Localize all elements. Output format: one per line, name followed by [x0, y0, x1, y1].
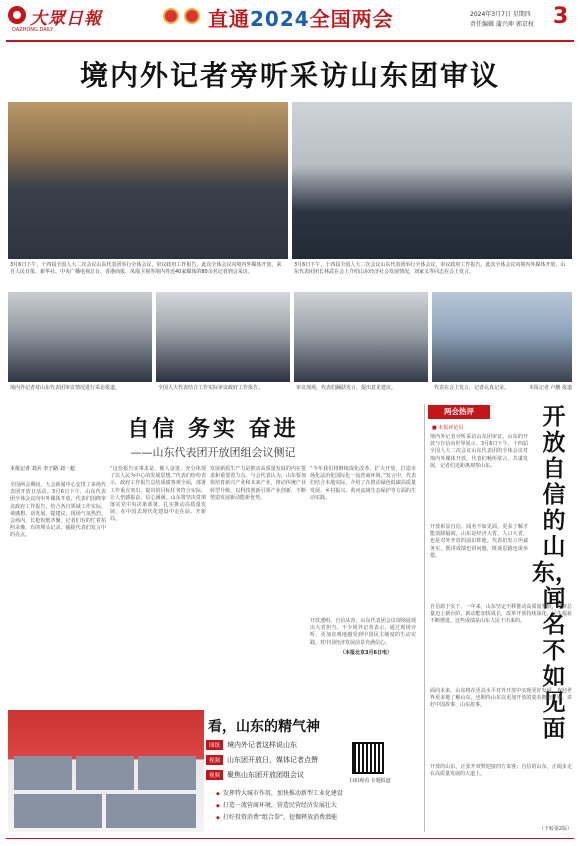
article-body-col-1: 全国两会期间，大会新闻中心安排了多场代表团开放日活动。3月6日下午，山东代表团全体会议向中外媒体开放，代表们围绕审议政府工作报告，结合各自领域工作实际，谈感想、话发展、提建议，现场气氛热烈。会场内，长枪短炮齐聚，记者们有的忙着拍照录像，有的埋头记录，捕捉代表们发言中的亮点。	[10, 482, 106, 539]
commentary-end-note: （下转第2版）	[538, 826, 572, 832]
commentary-author: ■ 本报评论员	[432, 425, 464, 431]
masthead-divider	[6, 40, 574, 42]
promo-thumbnail-5[interactable]	[106, 794, 196, 828]
promo-thumbnail-2[interactable]	[76, 756, 134, 790]
photo-plenary-hall	[8, 102, 288, 259]
photo-caption-1: 3月6日下午，十四届全国人大二次会议山东代表团举行全体会议，审议政府工作报告。此次全体会议向境内外媒体开放，来自人民日报、新华社、中央广播电视总台、香港商报、凤凰卫视等境内外近40家媒体的80余名记者到会采访。	[10, 262, 282, 275]
commentary-body-3: 自信源于实干。一年来，山东坚定不移推动高质量发展，经济总量迈上新台阶，新动能加快成长，改革开放持续深化，民生福祉不断增进。这些成绩是山东人民干出来的。	[430, 604, 572, 625]
promo-thumbnail-4[interactable]	[14, 794, 102, 828]
promo-subtopic-1[interactable]: ◆ 发挥特大城市作用，加快推动新型工业化建设	[216, 788, 343, 797]
photo-delegate-speaking	[156, 292, 290, 382]
photo-delegates-table	[292, 102, 572, 259]
commentary-body-1: 境内外记者旁听采访山东团审议，山东的开放与自信向世界展示。3月6日下午，十四届全国人大二次会议山东代表团的全体会议对境内外媒体开放，代表们畅所欲言、共谋发展，记者们近距离观察山东。	[430, 434, 528, 469]
photo-reporters	[8, 292, 152, 382]
promo-subtopic-2[interactable]: ◆ 打造一流营商环境，营造民营经济发展壮大	[216, 800, 337, 809]
photo-caption-4: 全国人大代表结合工作实际审议政府工作报告。	[158, 385, 264, 391]
paper-name: 大眾日報	[30, 9, 102, 29]
cppcc-emblem-icon	[184, 8, 200, 24]
article-subtitle: ——山东代表团开放团组会议侧记	[130, 446, 296, 459]
newspaper-logo-icon	[8, 6, 26, 24]
promo-subtopic-3[interactable]: ◆ 打好投资消费“组合拳”，挖掘释放消费潜能	[216, 812, 337, 821]
masthead	[0, 0, 580, 42]
promo-item-label: 聚焦山东团开放团组会议	[227, 771, 305, 779]
column-divider	[424, 404, 425, 832]
footer-divider	[6, 838, 574, 839]
photo-delegates-discussion	[294, 292, 428, 382]
issue-date: 2024年3月7日 星期四	[470, 11, 531, 18]
commentary-title: 开放自信的山东，闻名不如见面	[532, 404, 578, 742]
photo-caption-2: 3月6日下午，十四届全国人大二次会议山东代表团举行全体会议，审议政府工作报告。此次全体会议向境内外媒体开放，山东代表团团长林武在会上介绍山东经济社会发展情况，刘家义等同志在会上发言。	[294, 262, 566, 275]
promo-item-label: 境内外记者这样说山东	[227, 741, 298, 749]
page-number: 3	[553, 4, 569, 29]
promo-tag: 图纸	[206, 740, 223, 750]
article-body-col-2: “这份报告实事求是、催人奋进，充分体现了以人民为中心的发展思想。”代表们纷纷表示，政府工作报告总结成绩客观全面，部署工作重点突出，提出的目标任务符合实际，让人倍感振奋、信心满满。山东将坚决贯彻落实党中央决策部署，扎实推动高质量发展，在中国式现代化建设中走在前、开新局。	[110, 466, 206, 523]
promo-title: 看，山东的精气神	[208, 719, 320, 735]
qr-code-icon[interactable]	[352, 742, 384, 774]
section-banner: 直通2024全国两会	[208, 7, 394, 31]
article-title: 自信 务实 奋进	[127, 417, 299, 442]
commentary-body-5: 开放的山东，正张开双臂迎接四方来客；自信的山东，正阔步走在高质量发展的大道上。	[430, 764, 572, 778]
article-body-col-4: “今年我们将继续深化改革、扩大开放，打造市场化法治化国际化一流营商环境。”发言中，代表们结合本地实际，介绍了在推动绿色低碳高质量发展、乡村振兴、黄河流域生态保护等方面的生动实践。	[310, 466, 416, 501]
commentary-body-2: 开放彰显自信。闻名不如见面，更多了解才能消除隔阂。山东是经济大省、人口大省，也是对外开放的前沿阵地。代表们发言坦诚务实，既讲成绩也讲问题，既谈思路也谈举措。	[430, 524, 528, 559]
paper-english-name: DAZHONG DAILY	[12, 27, 54, 33]
promo-item-label: 山东团开放日，媒体记者点赞	[227, 756, 319, 764]
photo-caption-5: 审议现场，代表们踊跃发言，提出意见建议。	[296, 385, 397, 391]
page-headline: 境内外记者旁听采访山东团审议	[79, 59, 500, 92]
promo-tag: 视频	[206, 770, 223, 780]
promo-item-1[interactable]	[206, 740, 297, 750]
promo-item-3[interactable]	[206, 770, 304, 780]
commentary-body-4: 面向未来，山东将在更高水平对外开放中实现更好发展。欢迎世界更多地了解山东，也期待山东以更加开放的姿态拥抱世界，讲好中国故事、山东故事。	[430, 688, 572, 709]
photo-credit: 本报记者 卢鹏 报道	[528, 385, 572, 391]
photo-caption-3: 境内外记者对山东代表团审议情况进行采访报道。	[10, 385, 121, 391]
photo-caption-6: 代表在会上发言，记者认真记录。	[434, 385, 510, 391]
national-emblem-icon	[163, 8, 179, 24]
article-body-col-3: 发展新质生产力是推动高质量发展的内在要求和重要着力点。与会代表认为，山东要加快培育新兴产业和未来产业，推动传统产业转型升级，以科技创新引领产业创新，不断塑造发展新动能新优势。	[210, 466, 306, 501]
promo-item-2[interactable]	[206, 755, 318, 765]
article-end-note: （本报北京3月6日电）	[340, 650, 392, 656]
qr-code-label: 扫码观看 专题报道	[349, 778, 391, 784]
promo-thumbnail-3[interactable]	[138, 756, 196, 790]
commentary-badge: 两会热评	[428, 405, 490, 419]
promo-tag: 视频	[206, 755, 223, 765]
promo-thumbnail-1[interactable]	[14, 756, 72, 790]
responsible-editors: 责任编辑 蒲兴坤 郭京权	[470, 21, 534, 28]
article-body-col-5: 开放透明、自信从容，山东代表团会议现场展现出大省担当。不少境外记者表示，通过现场旁听，更加直观地感受到中国民主制度的生动实践，对中国经济发展前景充满信心。	[310, 618, 416, 646]
photo-female-delegate	[432, 292, 572, 382]
article-byline: 本报记者 刘兵 李子路 刘一超	[10, 466, 75, 472]
